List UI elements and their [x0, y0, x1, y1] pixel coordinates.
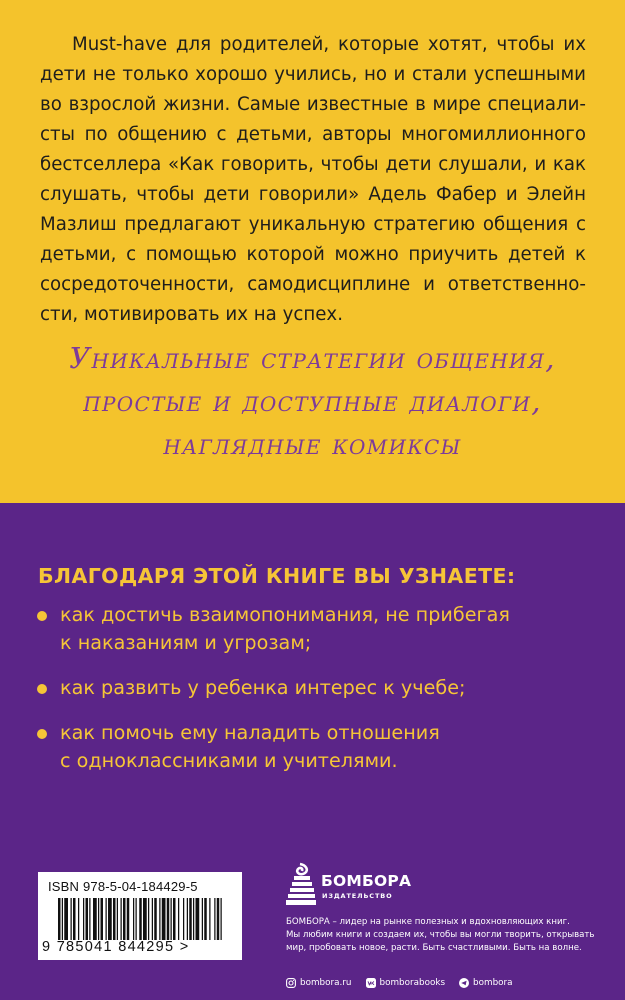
instagram-icon [286, 978, 296, 988]
benefit-item [36, 719, 606, 775]
publisher-logo [286, 862, 416, 912]
bombora-wave-icon [286, 862, 316, 906]
benefit-text: как развить у ребенка интерес к учебе; [60, 676, 466, 699]
bottom-purple-panel [0, 503, 625, 1000]
benefit-text: как помочь ему наладить отношения с одноклассниками и учителями. [60, 721, 440, 772]
barcode-bars-icon [58, 898, 226, 940]
benefits-list [36, 601, 606, 792]
social-link-label: bombora.ru [300, 978, 352, 988]
tagline-line: простые и доступные диалоги, [83, 384, 542, 418]
benefit-item [36, 674, 606, 702]
book-description: Must-have для родителей, которые хотят, чтобы их дети не только хорошо учились, но и стали успешными во взрослой жизни. Самые известные в мире специалисты по общению с детьми, авторы многомиллионного бестселлера «Как говорить, чтобы дети слушали, и как слушать, чтобы дети говорили» Адель Фабер и Элейн Мазлиш предлагают уникальную стратегию общения с детьми, с помощью которой можно приучить детей к сосредоточенности, самодисциплине и ответственности, мотивировать их на успех. [40, 34, 586, 325]
social-link-vk[interactable] [366, 978, 446, 988]
tagline [0, 337, 625, 466]
publisher-name: БОМБОРА [321, 872, 412, 890]
bullet-dot-icon [37, 611, 47, 621]
benefit-text: как достичь взаимопонимания, не прибегая к наказаниям и угрозам; [60, 603, 510, 654]
tagline-line: Уникальные стратегии общения, [69, 341, 556, 375]
bullet-dot-icon [37, 684, 47, 694]
barcode-digits: 9 785041 844295 > [42, 939, 190, 955]
tagline-line: наглядные комиксы [163, 427, 462, 461]
vk-icon [366, 978, 376, 988]
publisher-blurb: БОМБОРА – лидер на рынке полезных и вдохновляющих книг. Мы любим книги и создаем их, чтобы вы могли творить, открывать мир, пробовать новое, расти. Быть счастливыми. Быть на волне. [286, 917, 595, 953]
telegram-icon [459, 978, 469, 988]
social-link-telegram[interactable] [459, 978, 513, 988]
social-link-label: bomborabooks [379, 978, 446, 988]
social-links [286, 976, 527, 990]
social-link-site[interactable] [286, 978, 352, 988]
benefit-item [36, 601, 606, 657]
social-link-label: bombora [473, 978, 513, 988]
isbn-number: ISBN 978-5-04-184429-5 [48, 879, 198, 894]
isbn-barcode [38, 872, 242, 960]
publisher-subtitle: ИЗДАТЕЛЬСТВО [322, 892, 393, 900]
benefits-heading: БЛАГОДАРЯ ЭТОЙ КНИГЕ ВЫ УЗНАЕТЕ: [38, 564, 516, 588]
bullet-dot-icon [37, 729, 47, 739]
